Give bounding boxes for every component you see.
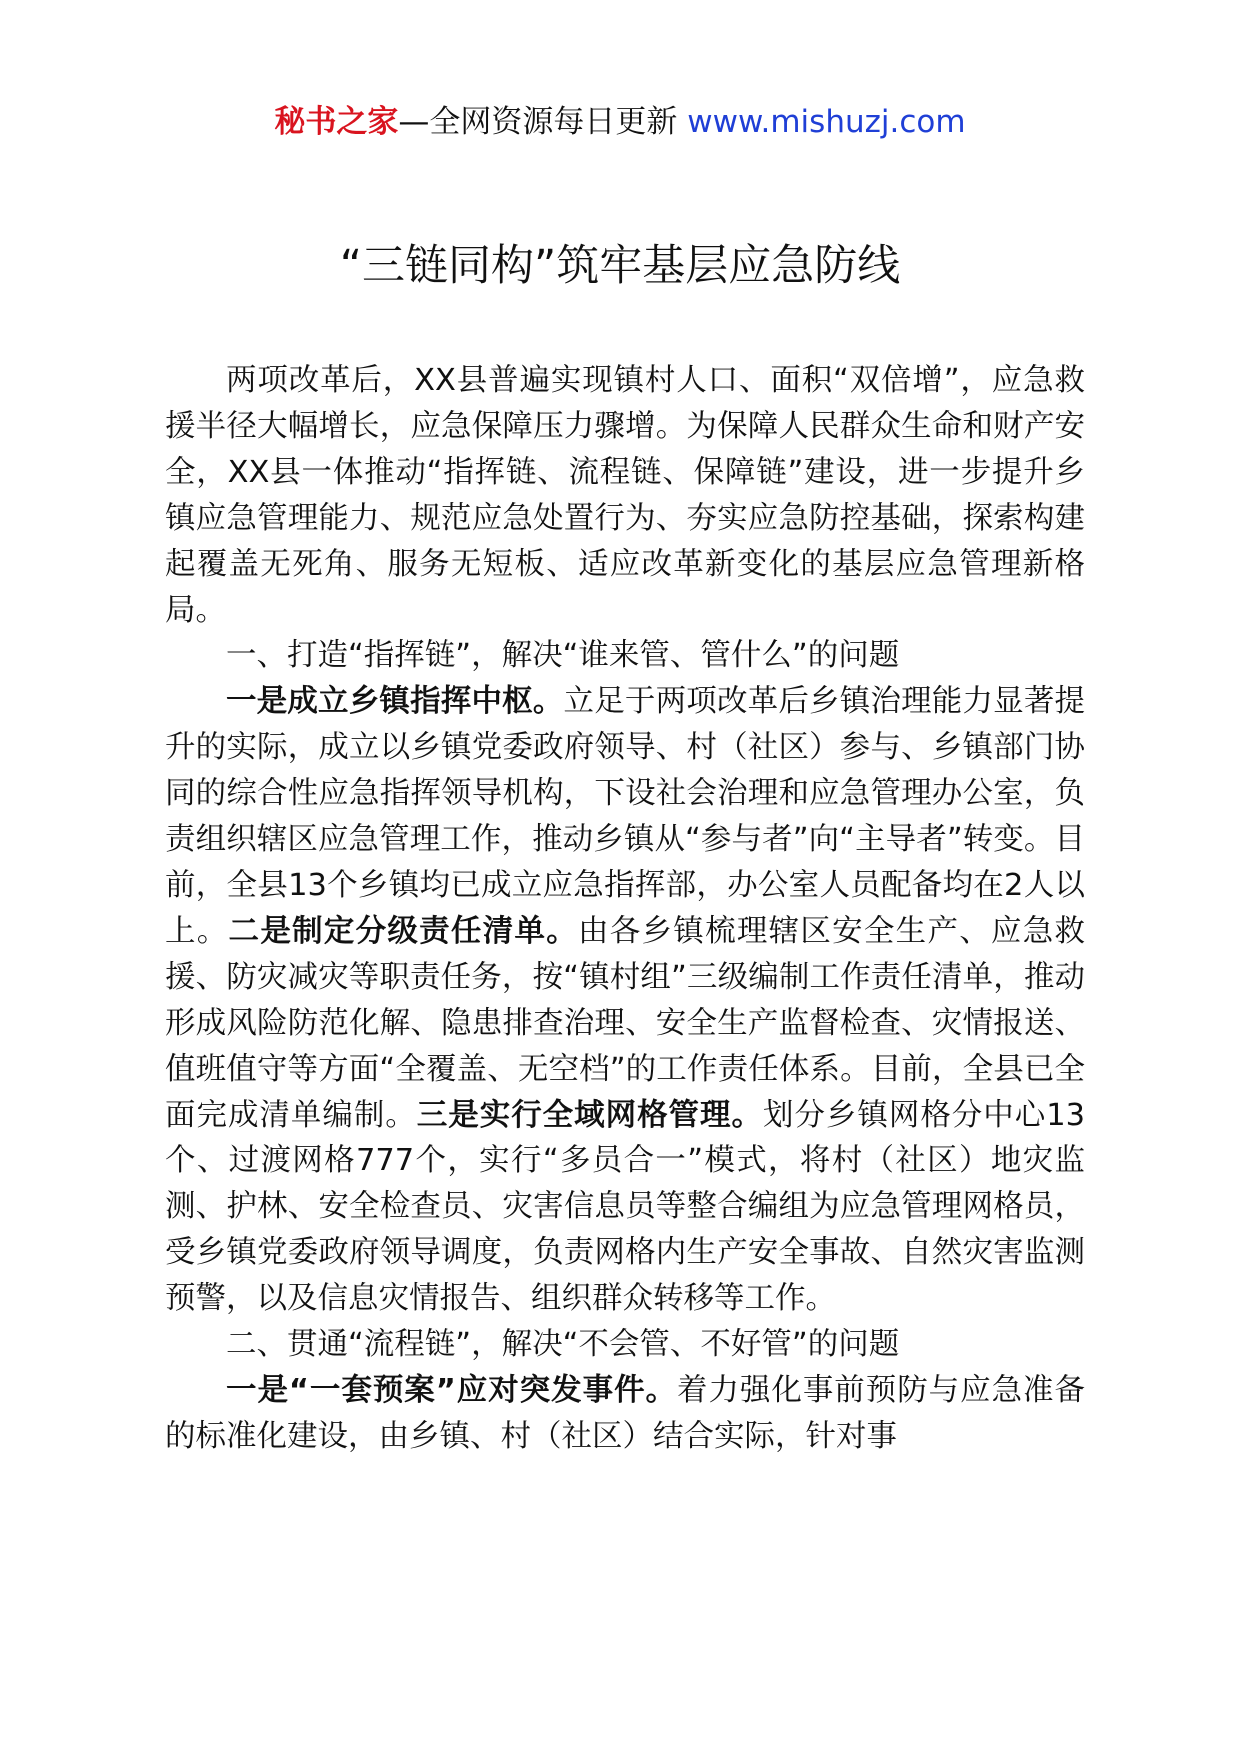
body-paragraph	[165, 679, 1085, 1322]
bold-lead: 二是制定分级责任清单。	[228, 913, 578, 949]
paragraph-text: 划分乡镇网格分中心13个、过渡网格777个，实行“多员合一”模式，将村（社区）地灾监测、护林、安全检查员、灾害信息员等整合编组为应急管理网格员，受乡镇党委政府领导调度，负责网格内生产安全事故、自然灾害监测预警，以及信息灾情报告、组织群众转移等工作。	[165, 1097, 1086, 1317]
site-header	[0, 100, 1240, 144]
paragraph-text: 着力强化事前预防与应急准备的标准化建设，由乡镇、村（社区）结合实际，针对事	[165, 1372, 1085, 1454]
brand-name: 秘书之家	[274, 104, 399, 140]
section-heading: 一、打造“指挥链”，解决“谁来管、管什么”的问题	[226, 638, 900, 674]
bold-lead: 一是“一套预案”应对突发事件。	[226, 1372, 677, 1408]
document-title: “三链同构”筑牢基层应急防线	[339, 241, 901, 291]
bold-lead: 三是实行全域网格管理。	[416, 1097, 763, 1133]
header-tagline: —全网资源每日更新	[398, 104, 678, 140]
intro-paragraph: 两项改革后，XX县普遍实现镇村人口、面积“双倍增”，应急救援半径大幅增长，应急保障压力骤增。为保障人民群众生命和财产安全，XX县一体推动“指挥链、流程链、保障链”建设，进一步提升乡镇应急管理能力、规范应急处置行为、夯实应急防控基础，探索构建起覆盖无死角、服务无短板、适应改革新变化的基层应急管理新格局。	[165, 363, 1085, 628]
bold-lead: 一是成立乡镇指挥中枢。	[226, 684, 564, 720]
site-url[interactable]: www.mishuzj.com	[687, 104, 966, 140]
section-heading: 二、贯通“流程链”，解决“不会管、不好管”的问题	[226, 1327, 900, 1363]
document-body	[165, 358, 1085, 1460]
paragraph-text: 由各乡镇梳理辖区安全生产、应急救援、防灾减灾等职责任务，按“镇村组”三级编制工作责任清单，推动形成风险防范化解、隐患排查治理、安全生产监督检查、灾情报送、值班值守等方面“全覆盖、无空档”的工作责任体系。目前，全县已全面完成清单编制。	[165, 913, 1086, 1133]
body-paragraph	[165, 1368, 1085, 1460]
paragraph-text: 立足于两项改革后乡镇治理能力显著提升的实际，成立以乡镇党委政府领导、村（社区）参与、乡镇部门协同的综合性应急指挥领导机构，下设社会治理和应急管理办公室，负责组织辖区应急管理工作，推动乡镇从“参与者”向“主导者”转变。目前，全县13个乡镇均已成立应急指挥部，办公室人员配备均在2人以上。	[165, 684, 1086, 949]
